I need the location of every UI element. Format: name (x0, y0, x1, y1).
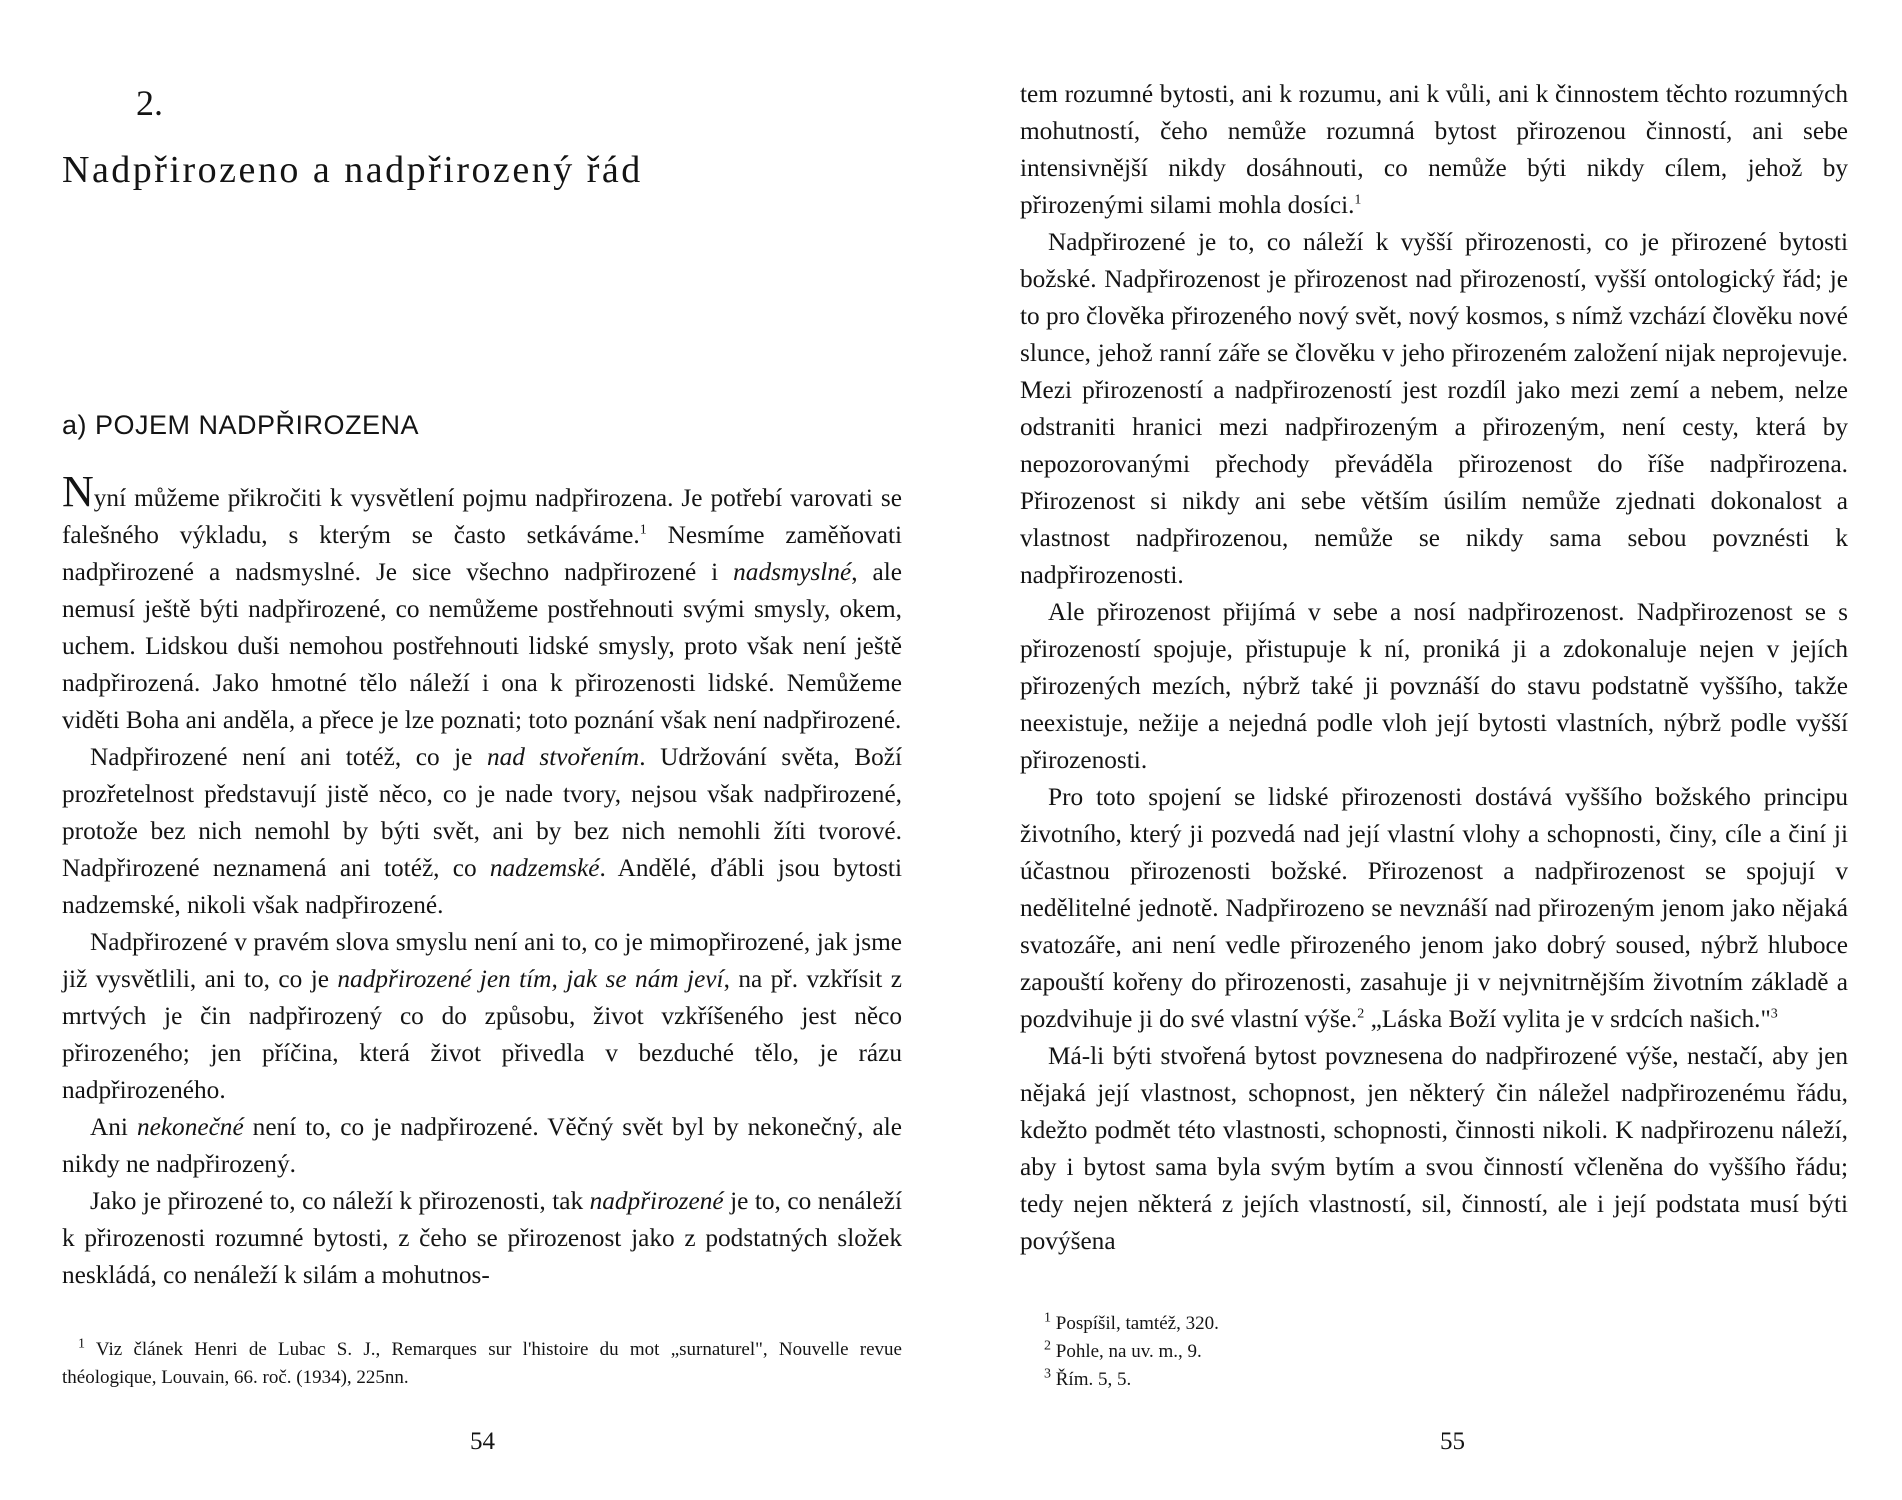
footnote: $^1$ Pospíšil, tamtéž, 320. (1044, 1310, 1219, 1334)
paragraph: Nadpřirozené je to, co náleží k vyšší přirozenosti, co je přirozené bytosti božské. Nadpřirozenost je přirozenost nad přirozeností, vyšší ontologický řád; je to pro člověka přirozeného nový svět, nový kosmos, s nímž vzchází člověku nové slunce, jehož ranní záře se člověku v jeho přirozeném založení nijak neprojevuje. Mezi přirozeností a nadpřirozeností jest rozdíl jako mezi zemí a nebem, nelze odstraniti hranici mezi nadpřirozeným a přirozeným, není cesty, která by nepozorovanými přechody převáděla přirozenost do říše nadpřirozena. Přirozenost si nikdy ani sebe větším úsilím nemůže zjednati dokonalost a vlastnost nadpřirozenou, nemůže se nikdy sama sebou povznésti k nadpřirozenosti. (1020, 228, 1848, 589)
paragraph: Ale přirozenost přijímá v sebe a nosí nadpřirozenost. Nadpřirozenost se s přirozeností spojuje, přistupuje k ní, proniká ji a zdokonaluje nejen v jejích přirozených mezích, nýbrž také ji povznáší do stavu podstatně vyššího, takže neexistuje, nežije a nejedná podle vloh její bytosti vlastních, nýbrž podle vyšší přirozenosti. (1020, 598, 1848, 774)
chapter-number: 2. (136, 83, 163, 123)
footnote: $^3$ Řím. 5, 5. (1044, 1366, 1132, 1390)
footnote-ref: 1 (1354, 192, 1362, 208)
left-page-body (62, 467, 902, 1294)
emphasis: nadsmyslné (733, 558, 852, 586)
page-number: 55 (1440, 1428, 1465, 1455)
right-footnotes (1044, 1310, 1744, 1394)
paragraph: Nyní můžeme přikročiti k vysvětlení pojmu nadpřirozena. Je potřebí varovati se falešného výkladu, s kterým se často setkáváme.$^1$ Nesmíme zaměňovati nadpřirozené a nadsmyslné. Je sice všechno nadpřirozené i nadsmyslné, ale nemusí ještě býti nadpřirozené, co nemůžeme postřehnouti svými smysly, okem, uchem. Lidskou duši nemohou postřehnouti lidské smysly, proto však není ještě nadpřirozená. Jako hmotné tělo náleží i ona k přirozenosti lidské. Nemůžeme viděti Boha ani anděla, a přece je lze poznati; toto poznání však není nadpřirozené. (62, 467, 902, 734)
footnote-mark: 2 (1044, 1338, 1051, 1354)
right-page-body (1020, 76, 1848, 1260)
section-heading: a) POJEM NADPŘIROZENA (62, 410, 420, 440)
left-page (58, 0, 918, 1500)
paragraph: Ani nekonečné není to, co je nadpřirozené. Věčný svět byl by nekonečný, ale nikdy ne nadpřirozený. (62, 1113, 902, 1178)
footnote-ref: 2 (1357, 1006, 1365, 1022)
emphasis: nad stvořením (486, 743, 640, 771)
chapter-title: Nadpřirozeno a nadpřirozený řád (62, 149, 643, 191)
paragraph: Nadpřirozené v pravém slova smyslu není ani to, co je mimopřirozené, jak jsme již vysvětlili, ani to, co je nadpřirozené jen tím, jak se nám jeví, na př. vzkřísit z mrtvých je čin nadpřirozený co do způsobu, život vzkříšeného jest něco přirozeného; jen příčina, která život přivedla v bezduché tělo, je rázu nadpřirozeného. (62, 928, 902, 1104)
drop-cap: N (62, 467, 94, 516)
paragraph: Nadpřirozené není ani totéž, co je nad stvořením. Udržování světa, Boží prozřetelnost představují jistě něco, co je nade tvory, nejsou však nadpřirozené, protože bez nich nemohl by býti svět, ani by bez nich nemohli žíti tvorové. Nadpřirozené neznamená ani totéž, co nadzemské. Andělé, ďábli jsou bytosti nadzemské, nikoli však nadpřirozené. (62, 743, 902, 919)
paragraph: Pro toto spojení se lidské přirozenosti dostává vyššího božského principu životního, který ji pozvedá nad její vlastní vlohy a schopnosti, činy, cíle a činí ji účastnou přirozenosti božské. Přirozenost a nadpřirozenost se spojují v nedělitelné jednotě. Nadpřirozeno se nevznáší nad přirozeným jenom jako nějaká svatozáře, ani není vedle přirozeného jenom jako dobrý soused, nýbrž hluboce zapouští kořeny do přirozenosti, zasahuje ji v nejvnitrnějším životním základě a pozdvihuje ji do své vlastní výše.$^2$ „Láska Boží vylita je v srdcích našich."$^3$ (1020, 783, 1848, 1033)
paragraph: Má-li býti stvořená bytost povznesena do nadpřirozené výše, nestačí, aby jen nějaká její vlastnost, schopnost, jen některý čin náležel nadpřirozenému řádu, kdežto podmět této vlastnosti, schopnosti, činnosti nikoli. K nadpřirozenu náleží, aby i bytost sama byla svým bytím a svou činností včleněna do vyššího řádu; tedy nejen některá z jejích vlastností, sil, činností, ale i její podstata musí býti povýšena (1020, 1042, 1848, 1255)
emphasis: nadzemské (489, 854, 600, 882)
paragraph: tem rozumné bytosti, ani k rozumu, ani k vůli, ani k činnostem těchto rozumných mohutností, čeho nemůže rozumná bytost přirozenou činností, ani sebe intensivnější nikdy dosáhnouti, co nemůže býti nikdy cílem, jehož by přirozenými silami mohla dosíci.$^1$ (1020, 80, 1848, 219)
footnote-mark: 1 (1044, 1310, 1051, 1326)
paragraph: Jako je přirozené to, co náleží k přirozenosti, tak nadpřirozené je to, co nenáleží k přirozenosti rozumné bytosti, z čeho se přirozenost jako z podstatných složek neskládá, co nenáleží k silám a mohutnos- (62, 1187, 902, 1289)
footnote-mark: 3 (1044, 1366, 1051, 1382)
footnote: $^2$ Pohle, na uv. m., 9. (1044, 1338, 1202, 1362)
page-number: 54 (470, 1428, 495, 1455)
footnote: $^1$ Viz článek Henri de Lubac S. J., Remarques sur l'histoire du mot „surnaturel", Nouvelle revue théologique, Louvain, 66. roč. (1934), 225nn. (62, 1336, 902, 1388)
footnote-mark: 1 (78, 1336, 85, 1352)
footnote-ref: 1 (639, 522, 647, 538)
footnote-ref: 3 (1770, 1006, 1778, 1022)
right-page (1020, 0, 1848, 1500)
left-footnotes (62, 1336, 902, 1392)
emphasis: nadpřirozené (589, 1187, 724, 1215)
emphasis: nadpřirozené jen tím, jak se nám jeví (337, 965, 724, 993)
emphasis: nekonečné (136, 1113, 244, 1141)
